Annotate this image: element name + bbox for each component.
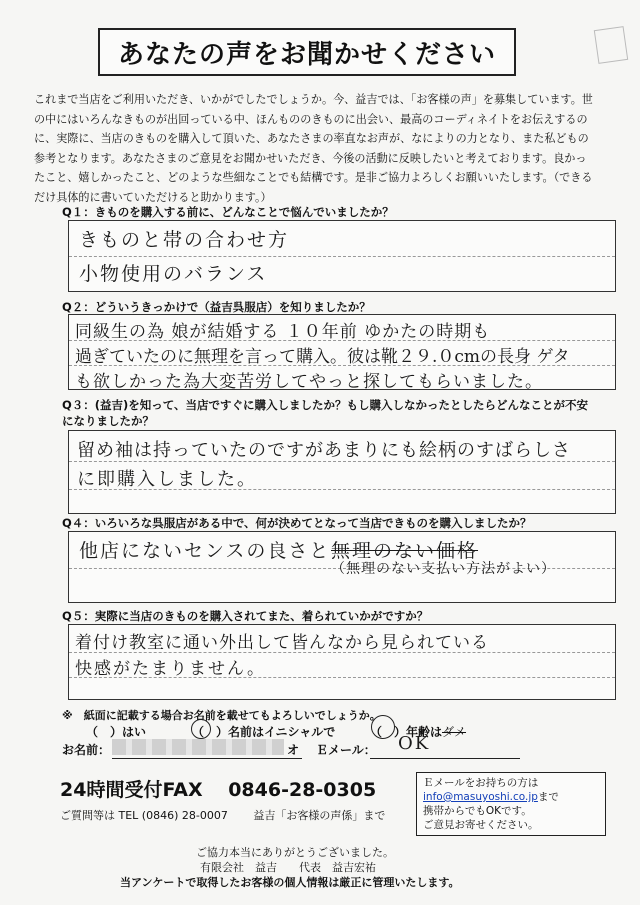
- question-1: Q１：きものを購入する前に、どんなことで悩んでいましたか？: [62, 205, 394, 219]
- contact-line: ご質問等は TEL (0846) 28-0007 益吉「お客様の声係」まで: [60, 809, 386, 822]
- email-box-line-1: Ｅメールをお持ちの方は: [423, 777, 539, 789]
- privacy-text: 当アンケートで取得したお客様の個人情報は厳正に管理いたします。: [120, 876, 460, 889]
- answer-box-5: [68, 624, 616, 700]
- answer-3-line-2: に即購入しました。: [77, 469, 257, 490]
- answer-3-line-1: 留め袖は持っていたのですがあまりにも絵柄のすばらしさ: [77, 440, 571, 461]
- question-4: Q４：いろいろな呉服店がある中で、何が決めてとなって当店できものを購入しましたか？: [62, 516, 532, 530]
- name-suffix: オ: [287, 743, 300, 757]
- answer-4-line-1: 他店にないセンスの良さと: [79, 540, 331, 562]
- name-redacted: [112, 739, 284, 755]
- answer-2-line-1: 同級生の為 娘が結婚する １０年前 ゆかたの時期も: [75, 322, 491, 342]
- initial-circle-mark: [191, 719, 211, 739]
- name-label: お名前：: [62, 743, 111, 757]
- age-circle-mark: [371, 715, 395, 739]
- answer-box-1: [68, 220, 616, 292]
- email-box-suffix: まで: [537, 791, 559, 803]
- corner-mark: [594, 26, 628, 64]
- answer-box-4: [68, 531, 616, 603]
- answer-5-line-2: 快感がたまりません。: [75, 659, 267, 679]
- fax-number: 24時間受付FAX 0846-28-0305: [60, 779, 377, 801]
- email-box-line-3: 携帯からでもOKです。: [423, 805, 532, 817]
- question-2: Q２：どういうきっかけで（益吉呉服店）を知りましたか？: [62, 300, 371, 314]
- answer-rule: [69, 256, 615, 257]
- answer-box-2: [68, 314, 616, 390]
- email-box-line-4: ご意見お寄せください。: [423, 819, 539, 831]
- email-label: Ｅメール：: [316, 743, 376, 757]
- email-info-box: [416, 772, 606, 836]
- thanks-text: ご協力本当にありがとうございました。: [196, 846, 394, 859]
- answer-2-line-3: も欲しかった為大変苦労してやっと探してもらいました。: [75, 372, 543, 392]
- option-yes[interactable]: （ ）はい: [86, 725, 147, 739]
- age-ok-handwriting: OK: [398, 733, 431, 754]
- publish-consent-note: ※ 紙面に記載する場合お名前を載せてもよろしいでしょうか。: [62, 709, 381, 722]
- answer-1-line-2: 小物使用のバランス: [79, 263, 268, 285]
- email-underline: [370, 758, 520, 759]
- answer-5-line-1: 着付け教室に通い外出して皆んなから見られている: [75, 633, 489, 653]
- answer-4-correction: （無理のない支払い方法がよい）: [331, 561, 556, 577]
- email-box-line-2: [423, 790, 599, 804]
- answer-box-3: [68, 430, 616, 514]
- email-address-link[interactable]: info@masuyoshi.co.jp: [423, 791, 538, 803]
- question-3-line-1: Q３：(益吉)を知って、当店ですぐに購入しましたか？もし購入しなかったとしたらどんなことが不安: [62, 398, 589, 412]
- option-initial[interactable]: （ ）名前はイニシャルで: [192, 725, 336, 739]
- title-box: [98, 28, 516, 76]
- question-3-line-2: になりましたか？: [62, 414, 154, 428]
- answer-1-line-1: きものと帯の合わせ方: [79, 229, 290, 251]
- answer-2-line-2: 過ぎていたのに無理を言って購入。彼は靴２９.０cmの長身 ゲタ: [75, 347, 570, 367]
- intro-text: これまで当店をご利用いただき、いかがでしたでしょうか。今、益吉では、「お客様の声」を募集しています。世の中にはいろんなきものが出回っている中、ほんもののきものに出会い、最高のコーディネイトをお伝えするのに、実際に、当店のきものを購入して頂いた、あなたさまの率直なお声が、なによりの力となり、また私どもの参考となります。あなたさまのご意見をお聞かせいただき、今後の活動に反映したいと考えております。良かったこと、嬉しかったこと、どのような些細なことでも結構です。是非ご協力よろしくお願いいたします。（できるだけ具体的に書いていただけると助かります。）: [34, 93, 593, 204]
- name-underline: [112, 758, 302, 759]
- page-title: あなたの声をお聞かせください: [117, 39, 496, 70]
- answer-4-struck-text: 無理のない価格: [331, 540, 479, 562]
- question-5: Q５：実際に当店のきものを購入されてまた、着られていかがですか？: [62, 609, 429, 623]
- option-age[interactable]: （ ）年齢は: [370, 725, 443, 739]
- company-text: 有限会社 益吉 代表 益吉宏祐: [200, 861, 376, 874]
- age-struck-text: ダメ: [442, 725, 467, 739]
